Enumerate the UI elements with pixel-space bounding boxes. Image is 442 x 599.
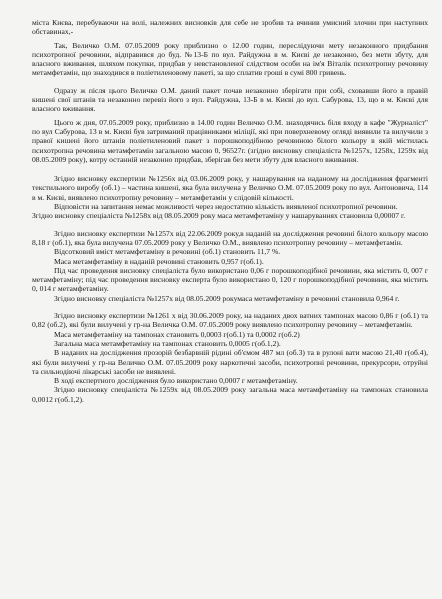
paragraph-no-answer: Відповісти на запитання немає можливості через недостатню кількість виявленої психотропної речовини. [54, 202, 398, 212]
paragraph-mass: Маса метамфетаміну в наданій речовині становить 0,957 г(об.1). [54, 256, 264, 266]
paragraph-purchase: Так, Величко О.М. 07.05.2009 року приблизно о 12.00 годин, переслідуючи мету незаконного придбання психотропної речовини, відправився до буд. №13-Б по вул. Райдужна в м. Києві де незаконно, без мети збуту, для власного вживання, шляхом покупки, придбав у невстановленої слідством особи на ім'я Віталік психотропну речовину метамфетамін, що знаходився в поліетиленовому пакеті, за що сплатив гроші в сумі 800 гривень. [32, 40, 428, 78]
paragraph-percent: Відсотковий вміст метамфетаміну в речовині (об.1) становить 11,7 %. [54, 247, 281, 257]
paragraph-specialist-1259: Згідно висновку спеціаліста №1259х від 08.05.2009 року загальна маса метамфетаміну на тампонах становила 0,0012 г(об.1,2). [32, 385, 428, 404]
paragraph-total-tampon: Загальна маса метамфетаміну на тампонах становить 0,0005 г(об.1,2). [54, 338, 281, 348]
paragraph-expertise-1261: Згідно висновку експертизи №1261 х від 30.06.2009 року, на наданих двох ватних тампонах масою 0,86 г (об.1) та 0,82 (об.2), які були вилучені у гр-на Величка О.М. 07.05.2009 року виявлено психотропну речовину – метамфетамін. [32, 311, 428, 330]
paragraph-expertise-1256: Згідно висновку експертизи №1256х від 03.06.2009 року, у нашарування на наданому на дослідження фрагменті текстильного виробу (об.1) – частина кишені, яка була вилучена у Величко О.М. 07.05.2009 року по вул. Антоновича, 114 в м. Києві, виявлено психотропну речовину – метамфетамін у слідовій кількості. [32, 174, 428, 202]
paragraph-specialist-1258: Згідно висновку спеціаліста №1258х від 08.05.2009 року маса метамфетаміну у нашаруваннях становила 0,00007 г. [32, 211, 406, 221]
paragraph-detention: Цього ж дня, 07.05.2009 року, приблизно в 14.00 годин Величко О.М. знаходячись біля входу в кафе "Журналіст" по вул Сабурова, 13 в м. Києві був затриманий працівниками міліції, які при поверхневому огляді виявили та вилучили з правої кишені його штанів поліетиленовий пакет з порошкоподібною речовиною білого кольору в якій містилась психотропна речовина метамфетамін загальною масою 0, 96527г. (згідно висновку спеціаліста №1257х, 1258х, 1259х від 08.05.2009 року), котру останній незаконно придбав, зберігав без мети збуту для власного вживання. [32, 117, 428, 164]
paragraph-tampon-mass: Маса метамфетаміну на тампонах становить 0,0003 г(об.1) та 0,0002 г(об.2) [54, 329, 300, 339]
paragraph-liquid: В наданих на дослідження прозорій безбарвній рідині об'ємом 487 мл (об.3) та в рулоні вати масою 21,40 г(об.4), які були вилучені у гр-на Величко О.М. 07.05.2009 року наркотичні засоби, психотропні речовини, прекурсори, отруйні та сильнодіючі лікарські засоби не виявлені. [32, 348, 428, 376]
paragraph-specialist-1257: Згідно висновку спеціаліста №1257х від 08.05.2009 рокумаса метамфетаміну в речовині становила 0,964 г. [54, 293, 400, 303]
paragraph-intro: міста Києва, перебуваючи на волі, належних висновків для себе не зробив та вчинив умисний злочин при наступних обставинах,- [32, 18, 428, 37]
paragraph-used-expert: В ході експертного дослідження було використано 0,0007 г метамфетаміну. [54, 376, 298, 386]
paragraph-used: Під час проведення висновку спеціаліста було використано 0,06 г порошкоподібної речовини, яка містить 0, 007 г метамфетаміну; під час проведення висновку експерта було використано 0, 120 г порошкоподібної речовини, яка містить 0, 014 г метамфетаміну. [32, 265, 428, 294]
paragraph-storage: Одразу ж після цього Величко О.М. даний пакет почав незаконно зберігати при собі, сховавши його в правій кишені свої штанів та незаконно перевіз його з вул. Райдужна, 13-Б в м. Києві до вул. Сабурова, 13, що в м. Києві для власного вживання. [32, 85, 428, 114]
paragraph-expertise-1257: Згідно висновку експертизи №1257х від 22.06.2009 року,в наданій на дослідження речовині білого кольору масою 8,18 г (об.1), яка була вилучена 07.05.2009 року у Величко О.М., виявлено психотропну речовину – метамфетамін. [32, 228, 428, 247]
